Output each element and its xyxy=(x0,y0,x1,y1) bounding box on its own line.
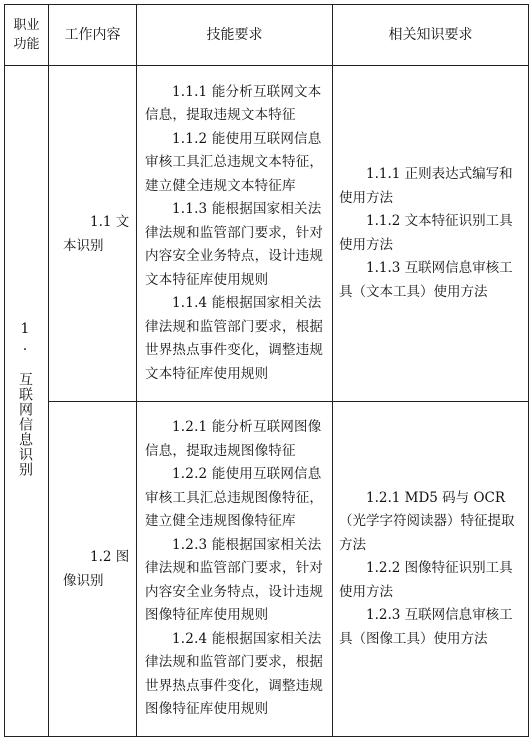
skill-item: 1.1.4 能根据国家相关法律法规和监管部门要求，根据世界热点事件变化，调整违规文本特征库使用规则 xyxy=(145,295,324,382)
skill-item: 1.2.3 能根据国家相关法律法规和监管部门要求，针对内容安全业务特点，设计违规图像特征库使用规则 xyxy=(145,536,324,624)
knowledge-item: 1.1.1 正则表达式编写和使用方法 xyxy=(339,166,513,206)
skill-item: 1.2.2 能使用互联网信息审核工具汇总违规图像特征，建立健全违规图像特征库 xyxy=(145,466,324,530)
function-cell xyxy=(5,66,49,737)
content-text: 1.1 文本识别 xyxy=(63,213,130,254)
header-row xyxy=(5,5,529,66)
knowledge-item: 1.2.2 图像特征识别工具使用方法 xyxy=(339,560,513,600)
skills-cell-text xyxy=(137,66,333,402)
header-skills: 技能要求 xyxy=(137,5,333,66)
knowledge-item: 1.2.1 MD5 码与 OCR（光学字符阅读器）特征提取方法 xyxy=(339,489,515,553)
knowledge-cell-text xyxy=(333,66,529,402)
skill-item: 1.2.4 能根据国家相关法律法规和监管部门要求，根据世界热点事件变化，调整违规图像特征库使用规则 xyxy=(145,630,324,718)
header-function-label: 职业功能 xyxy=(13,18,40,52)
table-row xyxy=(5,66,529,402)
content-cell-text xyxy=(49,66,137,402)
skill-item: 1.1.1 能分析互联网文本信息，提取违规文本特征 xyxy=(145,83,322,124)
skills-cell-image xyxy=(137,402,333,737)
content-cell-image xyxy=(49,402,137,737)
competency-table xyxy=(4,4,529,737)
skill-item: 1.2.1 能分析互联网图像信息，提取违规图像特征 xyxy=(145,419,322,459)
header-content: 工作内容 xyxy=(49,5,137,66)
knowledge-item: 1.1.2 文本特征识别工具使用方法 xyxy=(339,213,513,253)
knowledge-cell-image xyxy=(333,402,529,737)
content-text: 1.2 图像识别 xyxy=(63,549,130,589)
skill-item: 1.1.3 能根据国家相关法律法规和监管部门要求，针对内容安全业务特点，设计违规文本特征库使用规则 xyxy=(145,201,324,288)
knowledge-item: 1.1.3 互联网信息审核工具（文本工具）使用方法 xyxy=(339,260,513,300)
header-function xyxy=(5,5,49,66)
knowledge-item: 1.2.3 互联网信息审核工具（图像工具）使用方法 xyxy=(339,607,513,647)
skill-item: 1.1.2 能使用互联网信息审核工具汇总违规文本特征，建立健全违规文本特征库 xyxy=(145,130,324,194)
function-name: 1. 互联网信息识别 xyxy=(17,321,33,477)
header-knowledge: 相关知识要求 xyxy=(333,5,529,66)
table-row xyxy=(5,402,529,737)
